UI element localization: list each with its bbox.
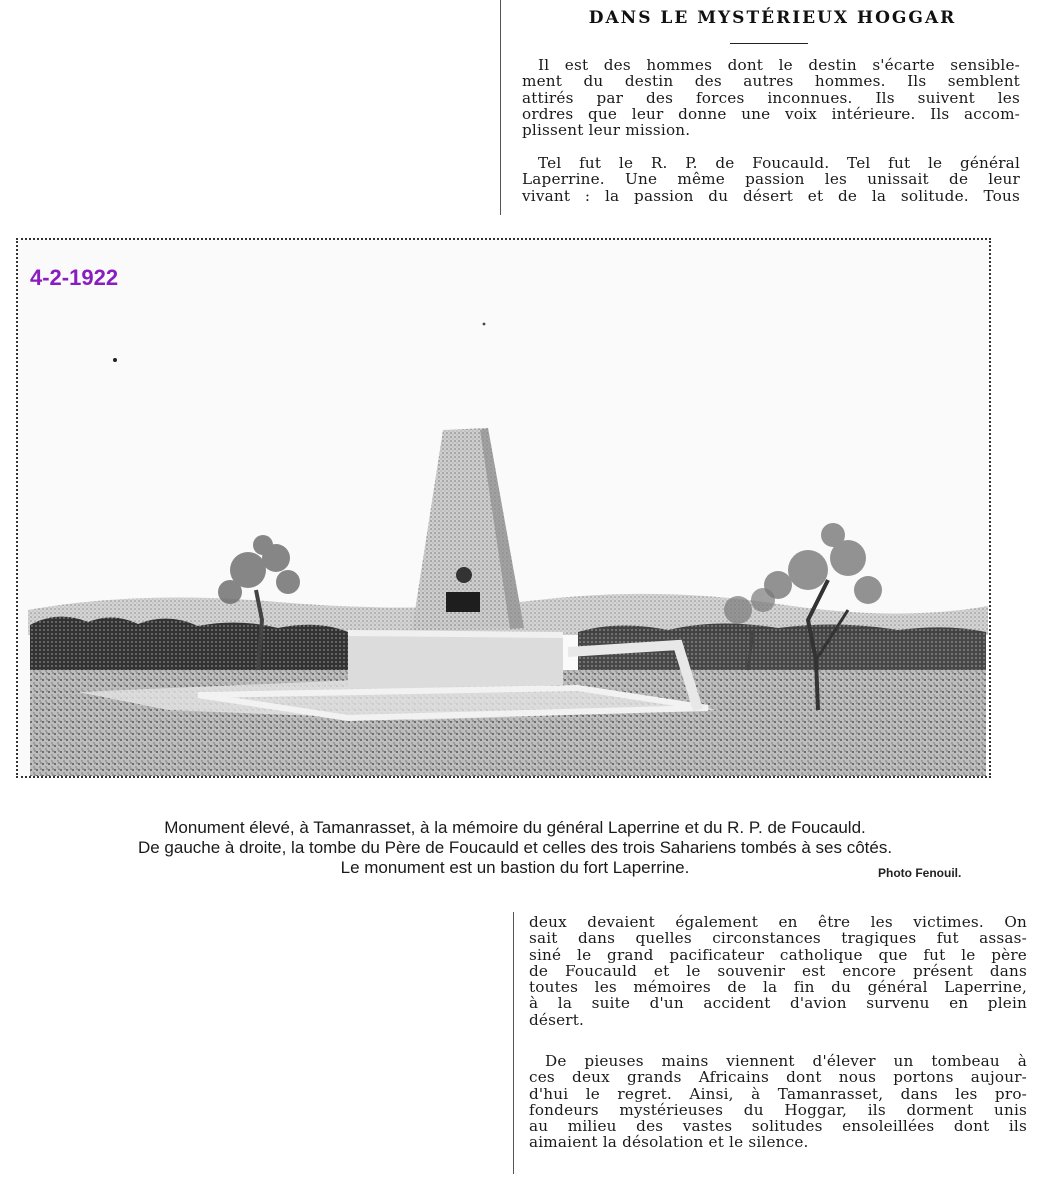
text-line: attirés par des forces inconnues. Ils suivent les — [522, 88, 1020, 107]
text-line: Il est des hommes dont le destin s'écarte sensible- — [538, 56, 1020, 74]
paragraph-1 — [522, 57, 1020, 138]
text-line: Laperrine. Une même passion les unissait de leur — [522, 170, 1020, 189]
text-line: Tel fut le R. P. de Foucauld. Tel fut le général — [538, 154, 1020, 172]
photo-caption — [40, 818, 990, 878]
paragraph-4 — [529, 1053, 1027, 1151]
text-line: plissent leur mission. — [522, 121, 691, 140]
date-stamp: 4-2-1922 — [30, 265, 119, 290]
paragraph-3 — [529, 914, 1027, 1028]
article-title: DANS LE MYSTÉRIEUX HOGGAR — [588, 8, 957, 28]
monument-photo-drawing — [18, 240, 991, 778]
title-underline — [730, 43, 808, 44]
text-line: siné le grand pacificateur catholique que fut le père — [529, 945, 1027, 964]
photo-credit: Photo Fenouil. — [878, 866, 962, 880]
text-line: ces deux grands Africains dont nous portons aujour- — [529, 1068, 1027, 1087]
text-line: deux devaient également en être les victimes. On — [529, 913, 1027, 931]
text-line: De pieuses mains viennent d'élever un tombeau à — [545, 1052, 1027, 1070]
text-line: d'hui le regret. Ainsi, à Tamanrasset, dans les pro- — [529, 1084, 1027, 1103]
text-line: ordres que leur donne une voix intérieure. Ils accom- — [522, 104, 1020, 123]
text-line: de Foucauld et le souvenir est encore présent dans — [529, 961, 1027, 980]
column-rule-bottom — [513, 912, 514, 1174]
text-line: au milieu des vastes solitudes ensoleillées dont ils — [529, 1117, 1027, 1136]
caption-line: Monument élevé, à Tamanrasset, à la mémoire du général Laperrine et du R. P. de Foucauld. — [164, 818, 866, 837]
text-line: à la suite d'un accident d'avion survenu en plein — [529, 994, 1027, 1013]
caption-line: Le monument est un bastion du fort Laperrine. — [340, 858, 690, 877]
text-line: vivant : la passion du désert et de la solitude. Tous — [522, 186, 1020, 205]
paragraph-2 — [522, 155, 1020, 204]
text-line: fondeurs mystérieuses du Hoggar, ils dorment unis — [529, 1100, 1027, 1119]
text-line: sait dans quelles circonstances tragiques fut assas- — [529, 929, 1027, 948]
text-line: ment du destin des autres hommes. Ils semblent — [522, 72, 1020, 91]
monument-photo — [16, 238, 991, 778]
text-line: toutes les mémoires de la fin du général Laperrine, — [529, 978, 1027, 997]
text-line: désert. — [529, 1010, 585, 1029]
text-line: aimaient la désolation et le silence. — [529, 1133, 809, 1152]
caption-line: De gauche à droite, la tombe du Père de Foucauld et celles des trois Sahariens tombés à ses côtés. — [137, 838, 893, 857]
column-rule-top — [500, 0, 501, 215]
